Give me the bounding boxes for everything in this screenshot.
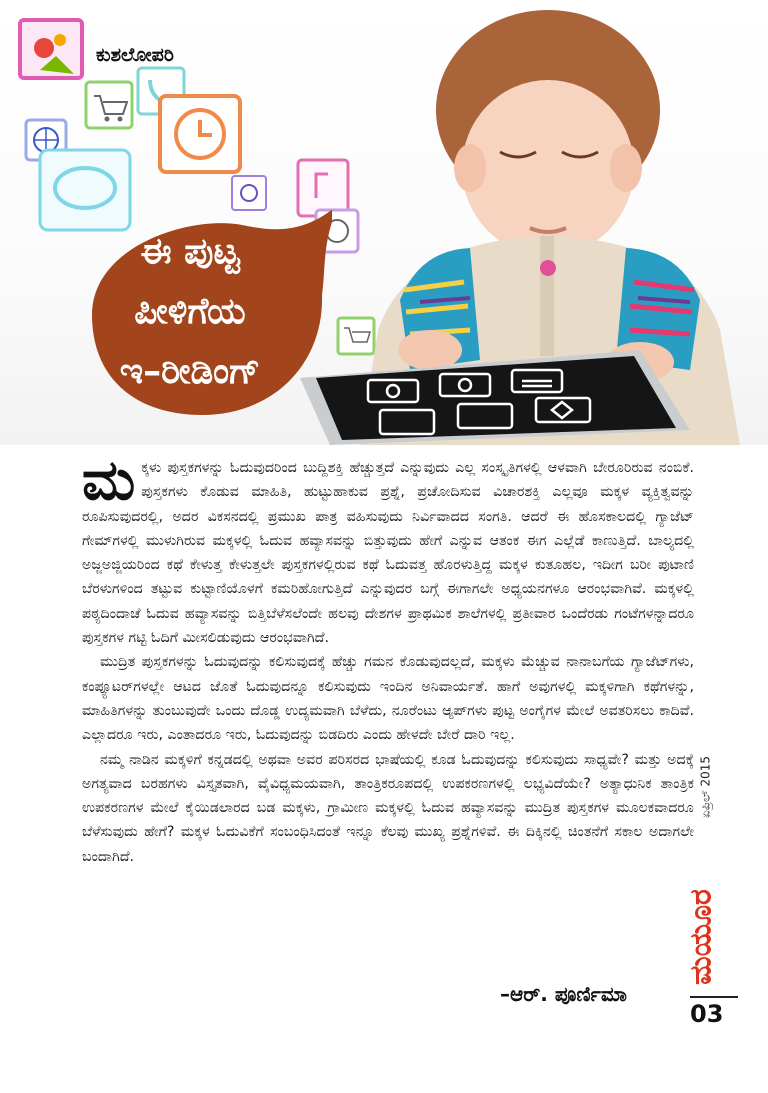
clock-icon <box>160 96 240 172</box>
page-number: 03 <box>690 1000 724 1028</box>
article-paragraph: ನಮ್ಮ ನಾಡಿನ ಮಕ್ಕಳಿಗೆ ಕನ್ನಡದಲ್ಲಿ ಅಥವಾ ಅವರ ಪರಿಸರದ ಭಾಷೆಯಲ್ಲಿ ಕೂಡ ಓದುವುದನ್ನು ಕಲಿಸುವುದು ಸಾಧ್ಯವೇ? ಮತ್ತು ಅದಕ್ಕೆ ಅಗತ್ಯವಾದ ಬರಹಗಳು ವಿಸ್ತೃತವಾಗಿ, ವೈವಿಧ್ಯಮಯವಾಗಿ, ತಾಂತ್ರಿಕರೂಪದಲ್ಲಿ ಉಪಕರಣಗಳಲ್ಲಿ ಲಭ್ಯವಿದೆಯೇ? ಅತ್ಯಾಧುನಿಕ ತಾಂತ್ರಿಕ ಉಪಕರಣಗಳ ಮೇಲೆ ಕೈಯಿಡಲಾರದ ಬಡ ಮಕ್ಕಳು, ಗ್ರಾಮೀಣ ಮಕ್ಕಳಲ್ಲಿ ಓದುವ ಹವ್ಯಾಸವನ್ನು ಮುದ್ರಿತ ಪುಸ್ತಕಗಳ ಮೂಲಕವಾದರೂ ಬೆಳೆಸುವುದು ಹೇಗೆ? ಮಕ್ಕಳ ಓದುವಿಕೆಗೆ ಸಂಬಂಧಿಸಿದಂತೆ ಇನ್ನೂ ಕೆಲವು ಮುಖ್ಯ ಪ್ರಶ್ನೆಗಳಿವೆ. ಈ ದಿಕ್ಕಿನಲ್ಲಿ ಚಿಂತನೆಗೆ ಸಕಾಲ ಅದಾಗಲೇ ಬಂದಾಗಿದೆ. <box>82 751 694 865</box>
issue-date: ಏಪ್ರಿಲ್ 2015 <box>698 756 713 818</box>
article-title <box>72 222 308 402</box>
tablet-device <box>300 350 690 445</box>
cart-icon <box>338 318 374 354</box>
drop-cap: ಮ <box>82 448 136 513</box>
cart-icon <box>86 82 132 128</box>
article-body <box>82 448 694 869</box>
page-rule <box>690 996 738 998</box>
title-line-1: ಈ ಪುಟ್ಟ <box>140 231 240 272</box>
title-line-3: ಇ–ರೀಡಿಂಗ್ <box>119 351 261 392</box>
article-paragraph <box>82 448 694 650</box>
magazine-brand: ಮಯೂರ <box>683 889 719 985</box>
title-line-2: ಪೀಳಿಗೆಯ <box>134 291 246 332</box>
paragraph-text: ಕ್ಕಳು ಪುಸ್ತಕಗಳನ್ನು ಓದುವುದರಿಂದ ಬುದ್ದಿಶಕ್ತಿ ಹೆಚ್ಚುತ್ತದೆ ಎನ್ನುವುದು ಎಲ್ಲ ಸಂಸ್ಕೃತಿಗಳಲ್ಲಿ ಆಳವಾಗಿ ಬೇರೂರಿರುವ ನಂಬಿಕೆ. ಪುಸ್ತಕಗಳು ಕೊಡುವ ಮಾಹಿತಿ, ಹುಟ್ಟುಹಾಕುವ ಪ್ರಶ್ನೆ, ಪ್ರಚೋದಿಸುವ ವಿಚಾರಶಕ್ತಿ ಎಲ್ಲವೂ ಮಕ್ಕಳ ವ್ಯಕ್ತಿತ್ವವನ್ನು ರೂಪಿಸುವುದರಲ್ಲಿ, ಅದರ ವಿಕಸನದಲ್ಲಿ ಪ್ರಮುಖ ಪಾತ್ರ ವಹಿಸುವುದು ನಿರ್ವಿವಾದದ ಸಂಗತಿ. ಆದರೆ ಈ ಹೊಸಕಾಲದಲ್ಲಿ ಗ್ಯಾಜೆಟ್ ಗೇಮ್‌ಗಳಲ್ಲಿ ಮುಳುಗಿರುವ ಮಕ್ಕಳಲ್ಲಿ ಓದುವ ಹವ್ಯಾಸವನ್ನು ಬಿತ್ತುವುದು ಹೇಗೆ ಎನ್ನುವ ಆತಂಕ ಈಗ ಎಲ್ಲೆಡೆ ಕಾಣುತ್ತಿದೆ. ಬಾಲ್ಯದಲ್ಲಿ ಅಜ್ಜಅಜ್ಜಿಯರಿಂದ ಕಥೆ ಕೇಳುತ್ತ ಕೇಳುತ್ತಲೇ ಪುಸ್ತಕಗಳಲ್ಲಿರುವ ಕಥೆ ಓದುವತ್ತ ಹೊರಳುತ್ತಿದ್ದ ಮಕ್ಕಳ ಕುತೂಹಲ, ಇದೀಗ ಬರೀ ಪುಟಾಣಿ ಬೆರಳುಗಳಿಂದ ತಟ್ಟುವ ಕುಟ್ಟಾಣಿಯೊಳಗೆ ಕಮರಿಹೋಗುತ್ತಿದೆ ಎನ್ನುವುದರ ಬಗ್ಗೆ ಈಗಾಗಲೇ ಅಧ್ಯಯನಗಳೂ ಆರಂಭವಾಗಿವೆ. ಮಕ್ಕಳಲ್ಲಿ ಪಠ್ಯದಿಂದಾಚೆ ಓದುವ ಹವ್ಯಾಸವನ್ನು ಬಿತ್ತಿಬೆಳೆಸಲೆಂದೇ ಹಲವು ದೇಶಗಳ ಪ್ರಾಥಮಿಕ ಶಾಲೆಗಳಲ್ಲಿ ಪ್ರತೀವಾರ ಒಂದೆರಡು ಗಂಟೆಗಳನ್ನಾದರೂ ಪುಸ್ತಕಗಳ ಗಟ್ಟಿ ಓದಿಗೆ ಮೀಸಲಿಡುವುದು ಆರಂಭವಾಗಿದೆ. <box>82 460 694 647</box>
author-byline: –ಆರ್. ಪೂರ್ಣಿಮಾ <box>500 982 627 1006</box>
article-paragraph: ಮುದ್ರಿತ ಪುಸ್ತಕಗಳನ್ನು ಓದುವುದನ್ನು ಕಲಿಸುವುದಕ್ಕೆ ಹೆಚ್ಚು ಗಮನ ಕೊಡುವುದಲ್ಲದೆ, ಮಕ್ಕಳು ಮೆಚ್ಚುವ ನಾನಾಬಗೆಯ ಗ್ಯಾಜೆಟ್‌ಗಳು, ಕಂಪ್ಯೂಟರ್‌ಗಳಲ್ಲೇ ಆಟದ ಜೊತೆ ಓದುವುದನ್ನೂ ಕಲಿಸುವುದು ಇಂದಿನ ಅನಿವಾರ್ಯತೆ. ಹಾಗೆ ಅವುಗಳಲ್ಲಿ ಮಕ್ಕಳಿಗಾಗಿ ಕಥೆಗಳನ್ನು, ಮಾಹಿತಿಗಳನ್ನು ತುಂಬುವುದೇ ಒಂದು ದೊಡ್ಡ ಉದ್ಯಮವಾಗಿ ಬೆಳೆದು, ನೂರೆಂಟು ಆ್ಯಪ್‌ಗಳು ಪುಟ್ಟ ಅಂಗೈಗಳ ಮೇಲೆ ಅವತರಿಸಲು ಕಾದಿವೆ. ಎಲ್ಲಾದರೂ ಇರು, ಎಂತಾದರೂ ಇರು, ಓದುವುದನ್ನು ಬಿಡದಿರು ಎಂದು ಹೇಳದೇ ಬೇರೆ ದಾರಿ ಇಲ್ಲ. <box>82 654 694 744</box>
section-label: ಕುಶಲೋಪರಿ <box>96 44 174 66</box>
camera-icon <box>20 20 82 78</box>
